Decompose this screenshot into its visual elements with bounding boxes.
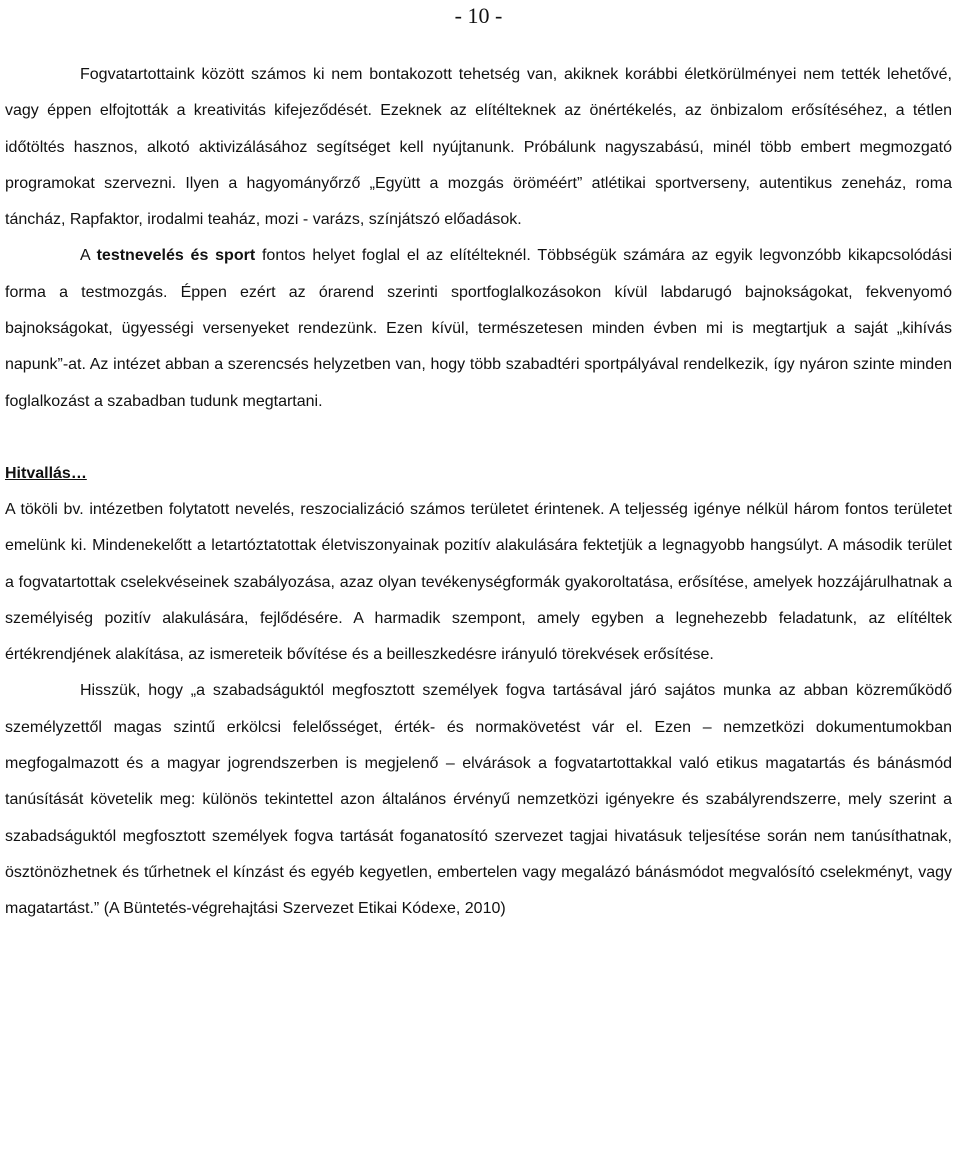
page-number: - 10 - bbox=[454, 3, 503, 28]
section-heading: Hitvallás… bbox=[5, 464, 87, 482]
paragraph-sport-lead: A bbox=[80, 247, 97, 265]
paragraph-sport-bold: testnevelés és sport bbox=[96, 247, 256, 265]
section-creativity-sport bbox=[5, 57, 952, 420]
paragraph-creativity: Fogvatartottaink között számos ki nem bontakozott tehetség van, akiknek korábbi életkörülményei nem tették lehetővé, vagy éppen elfojtották a kreativitás kifejeződését. Ezeknek az elítélteknek az önértékelés, az önbizalom erősítéséhez, a tétlen időtöltés hasznos, alkotó aktivizálásához segítséget kell nyújtanunk. Próbálunk nagyszabású, minél több embert megmozgató programokat szervezni. Ilyen a hagyományőrző „Együtt a mozgás öröméért” atlétikai sportverseny, autentikus zeneház, roma táncház, Rapfaktor, irodalmi teaház, mozi - varázs, színjátszó előadások. bbox=[5, 66, 952, 229]
paragraph-sport bbox=[5, 238, 952, 419]
paragraph-reszocializacio: A tököli bv. intézetben folytatott nevelés, reszocializáció számos területet érintenek. A teljesség igénye nélkül három fontos területet emelünk ki. Mindenekelőtt a letartóztatottak életviszonyainak pozitív alakulására fektetjük a legnagyobb hangsúlyt. A második terület a fogvatartottak cselekvéseinek szabályozása, azaz olyan tevékenységformák gyakoroltatása, erősítése, amelyek hozzájárulhatnak a személyiség pozitív alakulására, fejlődésére. A harmadik szempont, amely egyben a legnehezebb feladatunk, az elítéltek értékrendjének alakítása, az ismereteik bővítése és a beilleszkedésre irányuló törekvések erősítése. bbox=[5, 500, 952, 664]
paragraph-etikai-kodex: Hisszük, hogy „a szabadságuktól megfosztott személyek fogva tartásával járó sajátos munka az abban közreműködő személyzettől magas szintű erkölcsi felelősséget, érték- és normakövetést vár el. Ezen – nemzetközi dokumentumokban megfogalmazott és a magyar jogrendszerben is megjelenő – elvárások a fogvatartottakkal való etikus magatartás és bánásmód tanúsítását követelik meg: különös tekintettel azon általános érvényű nemzetközi igényekre és szabályrendszerre, mely szerint a szabadságuktól megfosztott személyek fogva tartását foganatosító szervezet tagjai hivatásuk teljesítése során nem tanúsíthatnak, ösztönözhetnek és tűrhetnek el kínzást és egyéb kegyetlen, embertelen vagy megalázó bánásmódot megvalósító cselekményt, vagy magatartást.” (A Büntetés-végrehajtási Szervezet Etikai Kódexe, 2010) bbox=[5, 682, 952, 918]
section-hitvallas bbox=[5, 456, 952, 928]
paragraph-sport-rest: fontos helyet foglal el az elítélteknél. Többségük számára az egyik legvonzóbb kikapcsolódási forma a testmozgás. Éppen ezért az órarend szerinti sportfoglalkozásokon kívül labdarugó bajnokságokat, fekvenyomó bajnokságokat, ügyességi versenyeket rendezünk. Ezen kívül, természetesen minden évben mi is megtartjuk a saját „kihívás napunk”-at. Az intézet abban a szerencsés helyzetben van, hogy több szabadtéri sportpályával rendelkezik, így nyáron szinte minden foglalkozást a szabadban tudunk megtartani. bbox=[5, 247, 952, 410]
